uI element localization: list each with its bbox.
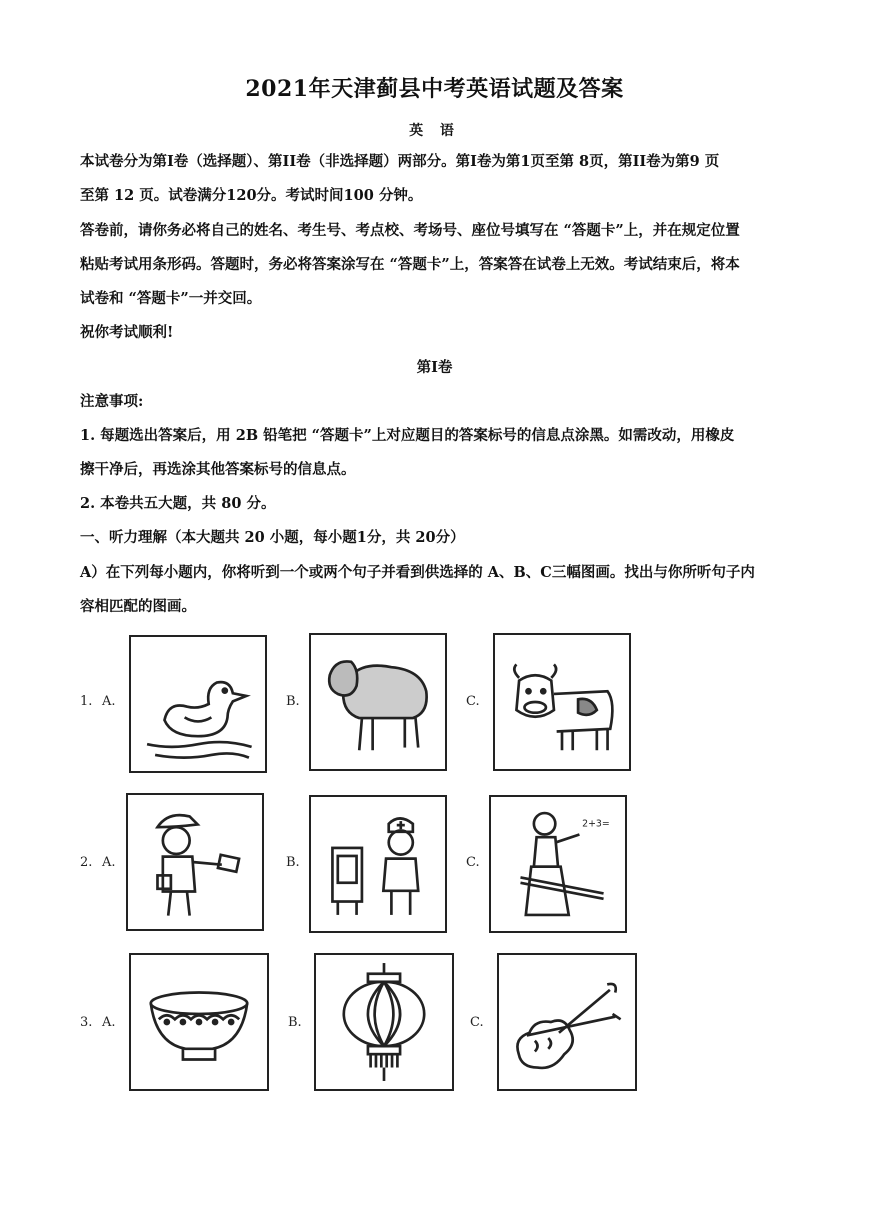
option-label-a: A. — [102, 694, 116, 709]
section-a-line-1: A）在下列每小题内，你将听到一个或两个句子并看到供选择的 A、B、C三幅图画。找出与你所听句子内 — [80, 564, 755, 581]
sheep-icon — [309, 633, 447, 771]
intro-line-4: 粘贴考试用条形码。答题时，务必将答案涂写在 “答题卡”上，答案答在试卷上无效。考试结束后，将本 — [80, 256, 740, 273]
subject-label: 英 语 — [409, 123, 460, 139]
section-heading: 一、听力理解（本大题共 20 小题，每小题1分，共 20分） — [80, 529, 465, 546]
option-label-a: A. — [102, 855, 116, 870]
cow-icon — [493, 633, 631, 771]
question-number: 3. — [80, 1015, 93, 1030]
bowl-icon — [129, 953, 269, 1091]
note-2: 2. 本卷共五大题，共 80 分。 — [80, 495, 276, 512]
question-number: 2. — [80, 855, 93, 870]
option-label-c: C. — [470, 1015, 484, 1030]
intro-line-2: 至第 12 页。试卷满分120分。考试时间100 分钟。 — [80, 187, 423, 204]
part-heading: 第Ⅰ卷 — [416, 359, 453, 376]
option-label-c: C. — [466, 855, 480, 870]
svg-text:2+3=: 2+3= — [582, 818, 610, 830]
intro-line-6: 祝你考试顺利! — [80, 324, 174, 341]
intro-line-1: 本试卷分为第Ⅰ卷（选择题）、第II卷（非选择题）两部分。第Ⅰ卷为第1页至第 8页，第II卷为第9 页 — [80, 153, 720, 170]
option-label-b: B. — [288, 1015, 302, 1030]
teacher-icon — [489, 795, 627, 933]
option-label-c: C. — [466, 694, 480, 709]
option-label-b: B. — [286, 694, 300, 709]
page-title: 2021年天津蓟县中考英语试题及答案 — [245, 76, 624, 102]
intro-line-3: 答卷前，请你务必将自己的姓名、考生号、考点校、考场号、座位号填写在 “答题卡”上，并在规定位置 — [80, 222, 740, 239]
option-label-a: A. — [102, 1015, 116, 1030]
nurse-icon — [309, 795, 447, 933]
lantern-icon — [314, 953, 454, 1091]
postman-icon — [126, 793, 264, 931]
violin-icon — [497, 953, 637, 1091]
note-1-line-1: 1. 每题选出答案后，用 2B 铅笔把 “答题卡”上对应题目的答案标号的信息点涂黑。如需改动，用橡皮 — [80, 427, 735, 444]
notes-heading: 注意事项: — [80, 393, 144, 410]
question-number: 1. — [80, 694, 93, 709]
note-1-line-2: 擦干净后，再选涂其他答案标号的信息点。 — [80, 461, 356, 478]
option-label-b: B. — [286, 855, 300, 870]
intro-line-5: 试卷和 “答题卡”一并交回。 — [80, 290, 262, 307]
section-a-line-2: 容相匹配的图画。 — [80, 598, 196, 615]
duck-icon — [129, 635, 267, 773]
